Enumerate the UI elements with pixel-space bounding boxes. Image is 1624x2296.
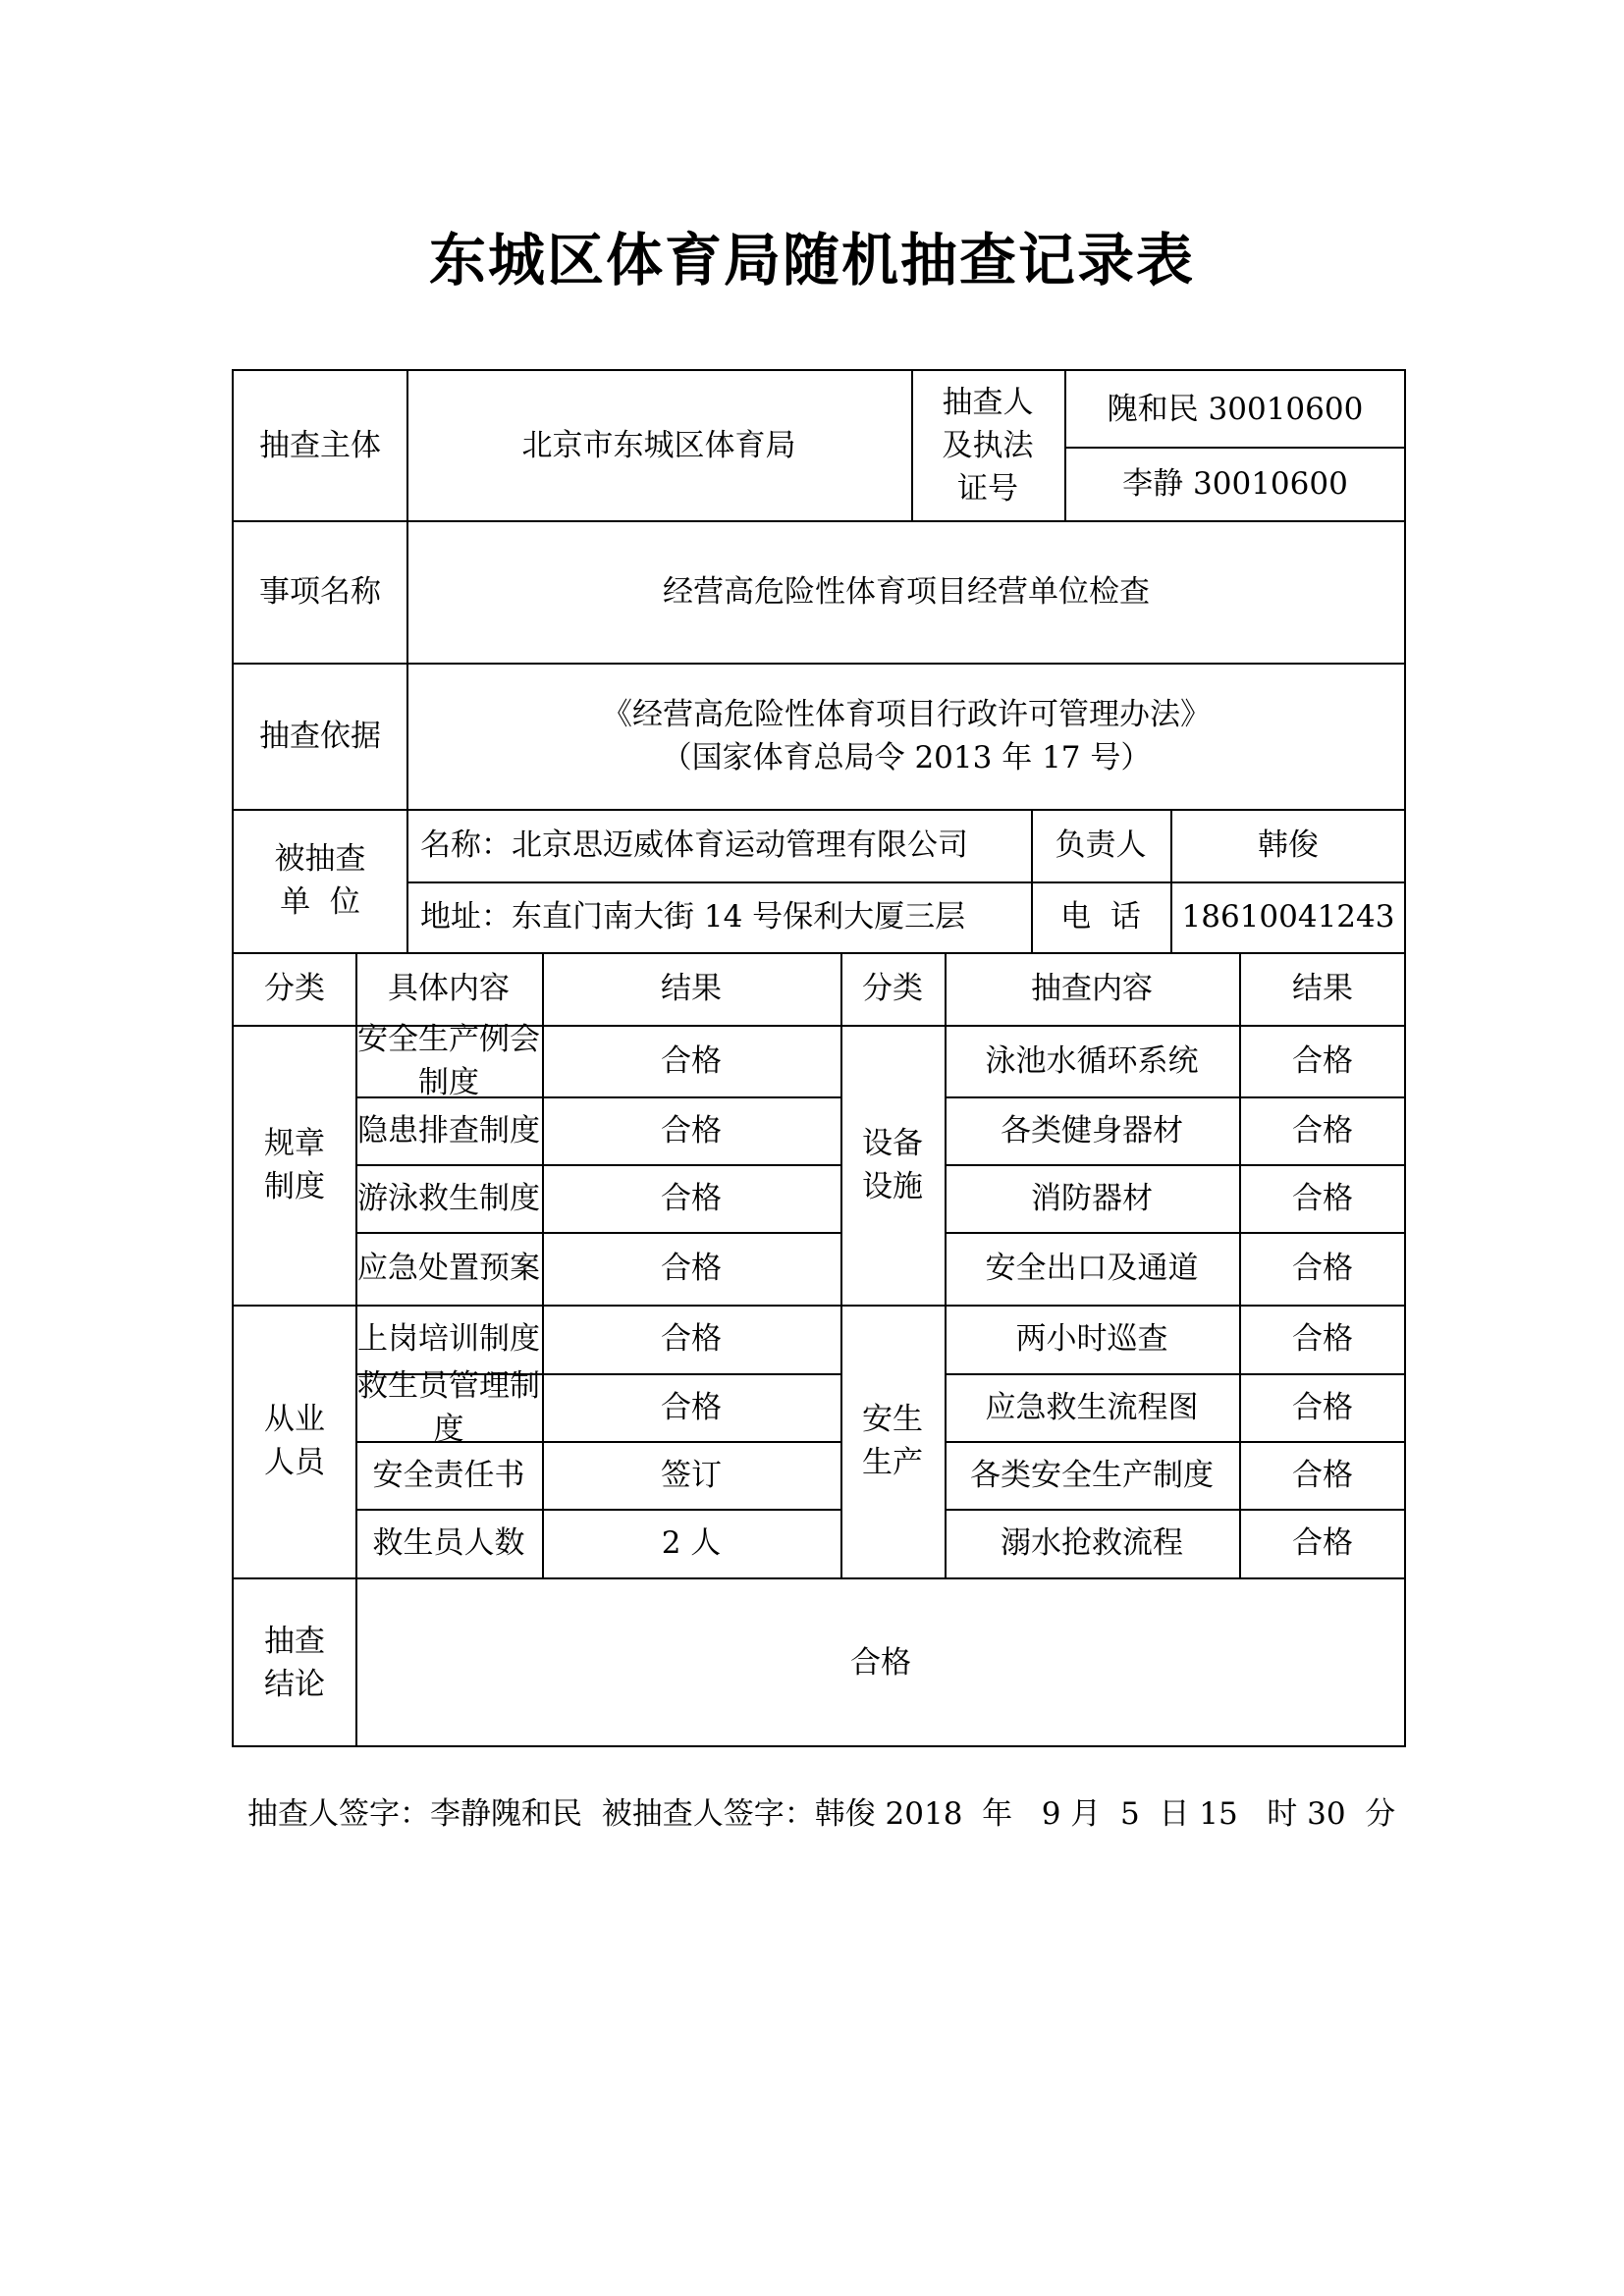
result-cell: 合格 xyxy=(1292,1389,1353,1425)
unit-label xyxy=(234,809,406,952)
subject-label: 抽查主体 xyxy=(259,428,381,463)
result-cell: 合格 xyxy=(661,1389,722,1425)
content-cell: 安全生产例会制度 xyxy=(357,1021,540,1100)
content-cell: 救生员管理制度 xyxy=(357,1367,540,1447)
category-line: 安生 xyxy=(862,1402,923,1437)
page-title: 东城区体育局随机抽查记录表 xyxy=(428,227,1195,294)
inspector-label-line: 证号 xyxy=(957,471,1018,507)
result-cell: 合格 xyxy=(661,1042,722,1079)
leader-label: 负责人 xyxy=(1055,828,1147,863)
col-header-category: 分类 xyxy=(862,971,923,1006)
category-cell xyxy=(840,1025,945,1305)
phone-value: 18610041243 xyxy=(1181,899,1395,934)
basis-line-1: 《经营高危险性体育项目行政许可管理办法》 xyxy=(602,696,1211,732)
content-cell: 应急救生流程图 xyxy=(985,1389,1199,1425)
content-cell: 各类安全生产制度 xyxy=(970,1457,1214,1493)
category-line: 生产 xyxy=(862,1445,923,1480)
conclusion-label xyxy=(234,1577,355,1747)
inspector-label-line: 抽查人 xyxy=(942,385,1034,420)
inspector-label-line: 及执法 xyxy=(942,428,1034,463)
result-cell: 2 人 xyxy=(661,1525,722,1561)
unit-label-line: 被抽查 xyxy=(274,841,366,877)
result-cell: 合格 xyxy=(1292,1112,1353,1148)
content-cell: 安全责任书 xyxy=(372,1457,525,1493)
result-cell: 合格 xyxy=(661,1321,722,1357)
phone-label: 电 话 xyxy=(1060,899,1141,934)
content-cell: 隐患排查制度 xyxy=(357,1112,540,1148)
result-cell: 合格 xyxy=(661,1112,722,1148)
category-cell xyxy=(840,1305,945,1577)
col-header-content: 抽查内容 xyxy=(1031,971,1153,1006)
content-cell: 应急处置预案 xyxy=(357,1251,540,1286)
unit-name: 名称：北京思迈威体育运动管理有限公司 xyxy=(420,828,968,863)
conclusion-value: 合格 xyxy=(850,1644,911,1681)
content-cell: 游泳救生制度 xyxy=(357,1180,540,1216)
result-cell: 合格 xyxy=(1292,1525,1353,1561)
category-line: 设备 xyxy=(862,1125,923,1161)
col-header-result: 结果 xyxy=(1292,971,1353,1006)
category-cell xyxy=(234,1025,355,1305)
unit-label-line: 单 位 xyxy=(280,884,360,920)
content-cell: 安全出口及通道 xyxy=(985,1251,1199,1286)
result-cell: 合格 xyxy=(1292,1457,1353,1493)
category-line: 人员 xyxy=(264,1445,325,1480)
inspector-label xyxy=(911,371,1064,520)
category-cell xyxy=(234,1305,355,1577)
content-cell: 溺水抢救流程 xyxy=(1001,1525,1183,1561)
content-cell: 两小时巡查 xyxy=(1015,1321,1168,1357)
result-cell: 合格 xyxy=(661,1251,722,1286)
content-cell: 各类健身器材 xyxy=(1001,1112,1183,1148)
content-cell: 泳池水循环系统 xyxy=(985,1042,1199,1079)
inspector-2: 李静 30010600 xyxy=(1122,465,1348,502)
category-line: 规章 xyxy=(264,1125,325,1161)
basis-label: 抽查依据 xyxy=(259,718,381,754)
result-cell: 合格 xyxy=(1292,1321,1353,1357)
content-cell: 上岗培训制度 xyxy=(357,1321,540,1357)
content-cell: 救生员人数 xyxy=(372,1525,525,1561)
item-label: 事项名称 xyxy=(259,573,381,610)
signature-line: 抽查人签字：李静隗和民 被抽查人签字：韩俊 2018 年 9 月 5 日 15 时 30 分 xyxy=(247,1796,1396,1832)
result-cell: 合格 xyxy=(661,1180,722,1216)
inspection-record-table xyxy=(232,369,1406,1747)
category-line: 制度 xyxy=(264,1168,325,1204)
col-header-result: 结果 xyxy=(661,971,722,1006)
subject-value: 北京市东城区体育局 xyxy=(521,428,796,463)
col-header-content: 具体内容 xyxy=(388,971,510,1006)
unit-address: 地址：东直门南大街 14 号保利大厦三层 xyxy=(420,899,966,934)
result-cell: 签订 xyxy=(661,1457,722,1493)
category-line: 设施 xyxy=(862,1168,923,1204)
result-cell: 合格 xyxy=(1292,1251,1353,1286)
content-cell: 消防器材 xyxy=(1031,1180,1153,1216)
inspector-1: 隗和民 30010600 xyxy=(1107,391,1364,427)
conclusion-label-line: 抽查 xyxy=(264,1623,325,1659)
result-cell: 合格 xyxy=(1292,1180,1353,1216)
result-cell: 合格 xyxy=(1292,1042,1353,1079)
item-value: 经营高危险性体育项目经营单位检查 xyxy=(663,573,1150,610)
basis-value xyxy=(406,663,1406,809)
category-line: 从业 xyxy=(264,1402,325,1437)
leader-value: 韩俊 xyxy=(1258,828,1319,863)
basis-line-2: （国家体育总局令 2013 年 17 号） xyxy=(661,739,1152,775)
conclusion-label-line: 结论 xyxy=(264,1666,325,1702)
col-header-category: 分类 xyxy=(264,971,325,1006)
